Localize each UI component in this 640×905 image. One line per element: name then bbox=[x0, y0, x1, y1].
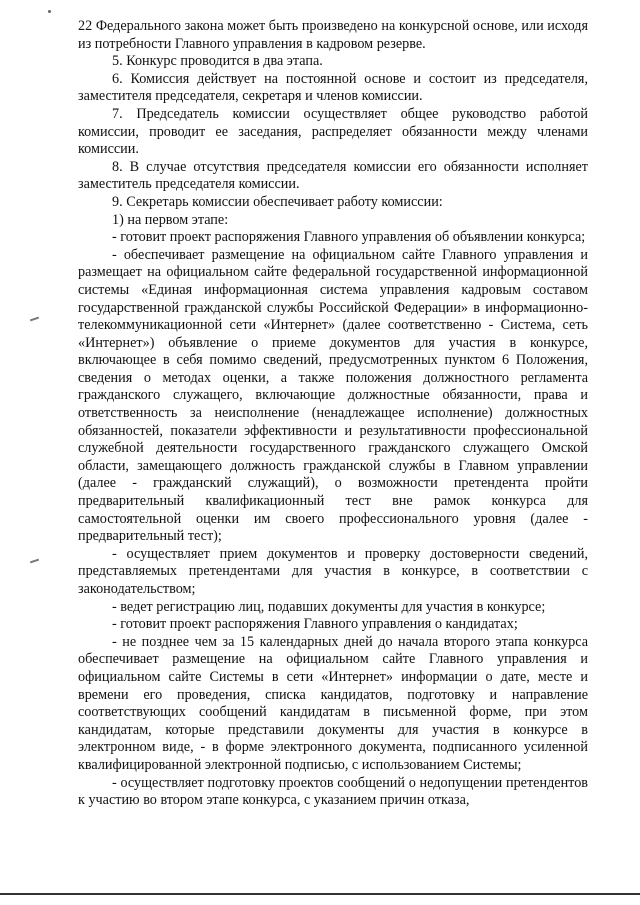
paragraph: - готовит проект распоряжения Главного управления о кандидатах; bbox=[112, 616, 518, 633]
paragraph: - обеспечивает размещение на официальном сайте Главного управления и размещает на официальном сайте федеральной государственной информационной системы «Единая информационная система управления кадровым составом государственной гражданской службы Российской Федерации» в информационно-телекоммуникационной сети «Интернет» (далее соответственно - Система, сеть «Интернет») объявление о приеме документов для участия в конкурсе, включающее в себя помимо сведений, предусмотренных пунктом 6 Положения, сведения о методах оценки, а также положения должностного регламента гражданского служащего, включающие должностные обязанности, права и ответственность за неисполнение (ненадлежащее исполнение) должностных обязанностей, показатели эффективности и результативности профессиональной служебной деятельности государственного гражданского служащего Омской области, замещающего должность гражданской службы в Главном управлении (далее - гражданский служащий), о возможности претендента пройти предварительный квалификационный тест вне рамок конкурса для самостоятельной оценки им своего профессионального уровня (далее - предварительный тест); bbox=[78, 246, 588, 545]
paragraph: 5. Конкурс проводится в два этапа. bbox=[112, 53, 323, 70]
paragraph: 9. Секретарь комиссии обеспечивает работу комиссии: bbox=[112, 193, 443, 210]
paragraph: - готовит проект распоряжения Главного управления об объявлении конкурса; bbox=[112, 229, 586, 246]
scan-edge-line bbox=[0, 893, 640, 895]
paragraph: 6. Комиссия действует на постоянной основе и состоит из председателя, заместителя председателя, секретаря и членов комиссии. bbox=[78, 70, 588, 105]
paragraph: - не позднее чем за 15 календарных дней до начала второго этапа конкурса обеспечивает размещение на официальном сайте Главного управления и официальном сайте Системы в сети «Интернет» информации о дате, месте и времени его проведения, списка кандидатов, подготовку и направление соответствующих сообщений кандидатам в письменной форме, при этом кандидатам, которые представили документы для участия в конкурсе в электронном виде, - в форме электронного документа, подписанного усиленной квалифицированной электронной подписью, с использованием Системы; bbox=[78, 633, 588, 773]
paragraph: - осуществляет прием документов и проверку достоверности сведений, представляемых претендентами для участия в конкурсе, в соответствии с законодательством; bbox=[78, 545, 588, 597]
paragraph: 8. В случае отсутствия председателя комиссии его обязанности исполняет заместитель председателя комиссии. bbox=[78, 158, 588, 193]
paragraph: 1) на первом этапе: bbox=[112, 211, 229, 228]
document-body bbox=[78, 18, 588, 810]
paragraph: 22 Федерального закона может быть произведено на конкурсной основе, или исходя из потребности Главного управления в кадровом резерве. bbox=[78, 18, 588, 52]
scan-speck bbox=[48, 10, 51, 13]
margin-mark bbox=[30, 559, 39, 564]
paragraph: - ведет регистрацию лиц, подавших документы для участия в конкурсе; bbox=[112, 598, 546, 615]
margin-mark bbox=[30, 317, 39, 322]
paragraph: - осуществляет подготовку проектов сообщений о недопущении претендентов к участию во втором этапе конкурса, с указанием причин отказа, bbox=[78, 774, 588, 809]
paragraph: 7. Председатель комиссии осуществляет общее руководство работой комиссии, проводит ее заседания, распределяет обязанности между членами комиссии. bbox=[78, 105, 588, 158]
